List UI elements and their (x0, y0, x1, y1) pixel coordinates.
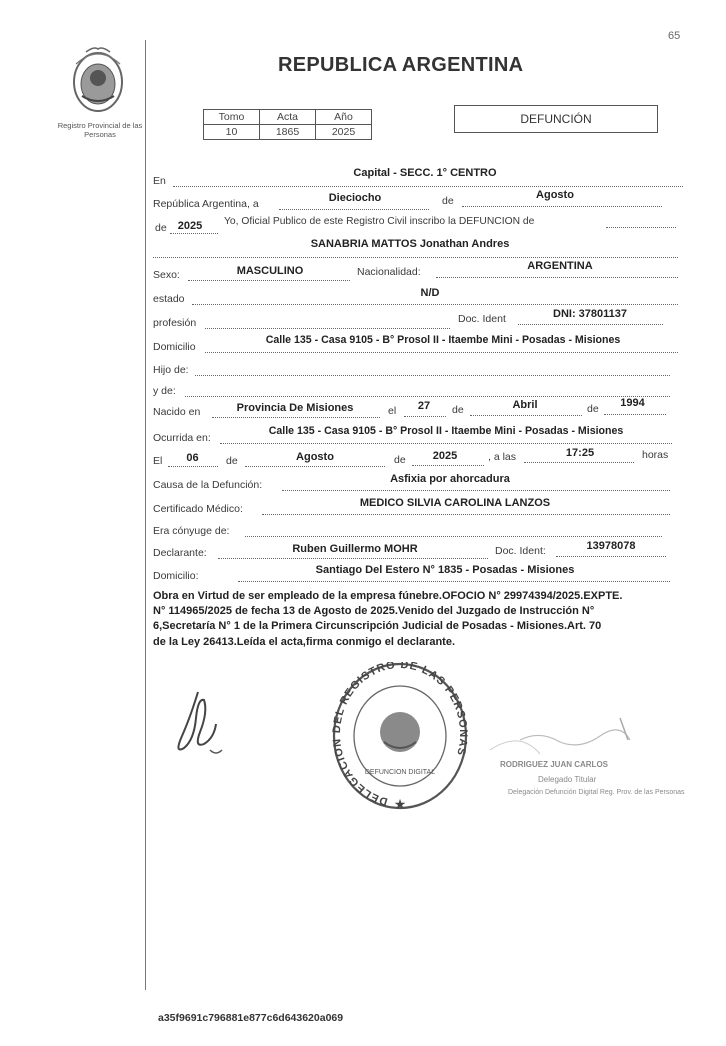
value-sexo: MASCULINO (236, 265, 304, 277)
value-nac-mes: Abril (512, 399, 538, 411)
page-title: REPUBLICA ARGENTINA (278, 54, 524, 76)
value-declarante-doc: 13978078 (586, 540, 636, 552)
dotted-line (188, 280, 350, 281)
value-def-dia: 06 (186, 452, 199, 464)
dotted-line (436, 277, 678, 278)
value-acta: 1865 (260, 125, 316, 140)
value-nacionalidad: ARGENTINA (527, 260, 593, 272)
dotted-line (218, 558, 488, 559)
dotted-line (470, 415, 582, 416)
label-profesion: profesión (153, 317, 197, 329)
page-number: 65 (668, 30, 681, 42)
header-tomo: Tomo (204, 110, 260, 125)
dotted-line (245, 466, 385, 467)
dotted-line (238, 581, 670, 582)
label-hijo-de: Hijo de: (153, 364, 189, 376)
value-certificado: MEDICO SILVIA CAROLINA LANZOS (359, 497, 551, 509)
label-horas: horas (642, 449, 669, 461)
dotted-line (195, 375, 670, 376)
dotted-line (604, 414, 666, 415)
label-a-las: , a las (488, 451, 517, 463)
value-declarante-domicilio: Santiago Del Estero N° 1835 - Posadas - Misiones (315, 564, 575, 576)
official-stamp (330, 662, 470, 817)
label-conyuge: Era cónyuge de: (153, 525, 230, 537)
observations (153, 589, 653, 650)
provincial-seal-logo (64, 44, 132, 118)
dotted-line (192, 304, 678, 305)
label-en: En (153, 175, 166, 187)
label-nacido-en: Nacido en (153, 406, 201, 418)
label-de: de (587, 403, 599, 415)
header-ano: Año (316, 110, 372, 125)
value-lugar: Capital - SECC. 1° CENTRO (353, 167, 497, 179)
label-certificado: Certificado Médico: (153, 503, 243, 515)
margin-line (145, 40, 146, 990)
dotted-line (518, 324, 663, 325)
value-dni: DNI: 37801137 (553, 308, 627, 320)
label-doc-ident: Doc. Ident: (495, 545, 546, 557)
tomo-acta-ano-table (203, 109, 372, 140)
dotted-line (205, 328, 450, 329)
dotted-line (205, 352, 678, 353)
label-domicilio: Domicilio: (153, 570, 199, 582)
officer-statement: Yo, Oficial Publico de este Registro Civil inscribo la DEFUNCION de (224, 216, 535, 227)
stamp-ring-text: DELEGACION DEL REGISTRO DE LAS PERSONAS (330, 662, 470, 808)
value-dia: Dieciocho (328, 192, 382, 204)
label-declarante: Declarante: (153, 547, 207, 559)
record-type-box: DEFUNCIÓN (454, 105, 658, 133)
value-def-anio: 2025 (432, 450, 458, 462)
logo-caption: Registro Provincial de las Personas (57, 121, 143, 139)
dotted-line (462, 206, 662, 207)
dotted-line (279, 209, 429, 210)
dotted-line (153, 257, 678, 258)
label-de: de (452, 404, 464, 416)
dotted-line (524, 462, 634, 463)
value-estado: N/D (420, 287, 440, 299)
officer-name: RODRIGUEZ JUAN CARLOS (500, 760, 609, 769)
dotted-line (282, 490, 670, 491)
stamp-inner-text: DEFUNCION DIGITAL (364, 769, 436, 776)
value-causa: Asfixia por ahorcadura (390, 473, 510, 485)
value-hora: 17:25 (565, 447, 595, 459)
officer-office: Delegación Defunción Digital Reg. Prov. de las Personas (508, 789, 685, 796)
label-y-de: y de: (153, 385, 176, 397)
label-estado: estado (153, 293, 185, 305)
label-doc-ident: Doc. Ident (458, 313, 506, 325)
dotted-line (173, 186, 683, 187)
dotted-line (245, 536, 662, 537)
label-de: de (226, 455, 238, 467)
dotted-line (170, 233, 218, 234)
officer-signature-scribble (480, 710, 660, 760)
header-acta: Acta (260, 110, 316, 125)
svg-text:★: ★ (393, 796, 407, 812)
label-el: El (153, 455, 163, 467)
label-domicilio: Domicilio (153, 341, 196, 353)
label-causa: Causa de la Defunción: (153, 479, 263, 491)
value-anio: 2025 (177, 220, 203, 232)
dotted-line (212, 417, 380, 418)
value-nombre: SANABRIA MATTOS Jonathan Andres (310, 238, 510, 250)
label-republica: República Argentina, a (153, 198, 259, 210)
dotted-line (556, 556, 666, 557)
value-domicilio: Calle 135 - Casa 9105 - B° Prosol II - Itaembe Mini - Posadas - Misiones (265, 334, 621, 346)
label-el: el (388, 405, 397, 417)
value-ano: 2025 (316, 125, 372, 140)
officer-role: Delegado Titular (538, 775, 597, 784)
label-de: de (155, 222, 167, 234)
label-nacionalidad: Nacionalidad: (357, 266, 421, 278)
value-ocurrida-en: Calle 135 - Casa 9105 - B° Prosol II - Itaembe Mini - Posadas - Misiones (268, 425, 624, 437)
label-de: de (442, 195, 454, 207)
value-mes: Agosto (536, 189, 574, 201)
value-nac-dia: 27 (417, 400, 431, 412)
note-line: de la Ley 26413.Leída el acta,firma conmigo el declarante. (153, 635, 456, 648)
note-line: 6,Secretaría N° 1 de la Primera Circunscripción Judicial de Posadas - Misiones.Art. 70 (153, 620, 602, 633)
dotted-line (412, 465, 484, 466)
document-hash: a35f9691c796881e877c6d643620a069 (158, 1012, 344, 1024)
label-sexo: Sexo: (153, 269, 180, 281)
dotted-line (185, 396, 670, 397)
label-ocurrida-en: Ocurrida en: (153, 432, 211, 444)
value-declarante: Ruben Guillermo MOHR (292, 543, 418, 555)
value-tomo: 10 (204, 125, 260, 140)
dotted-line (262, 514, 670, 515)
value-nac-anio: 1994 (620, 397, 645, 409)
dotted-line (168, 466, 218, 467)
note-line: N° 114965/2025 de fecha 13 de Agosto de 2025.Venido del Juzgado de Instrucción N° (153, 605, 595, 618)
declarant-signature (160, 688, 240, 768)
dotted-line (404, 416, 446, 417)
dotted-line (220, 443, 672, 444)
dotted-line (606, 227, 676, 228)
label-de: de (394, 454, 406, 466)
value-def-mes: Agosto (296, 451, 334, 463)
value-nacido-en: Provincia De Misiones (236, 402, 354, 414)
note-line: Obra en Virtud de ser empleado de la empresa fúnebre.OFOCIO N° 29974394/2025.EXPTE. (153, 590, 623, 602)
